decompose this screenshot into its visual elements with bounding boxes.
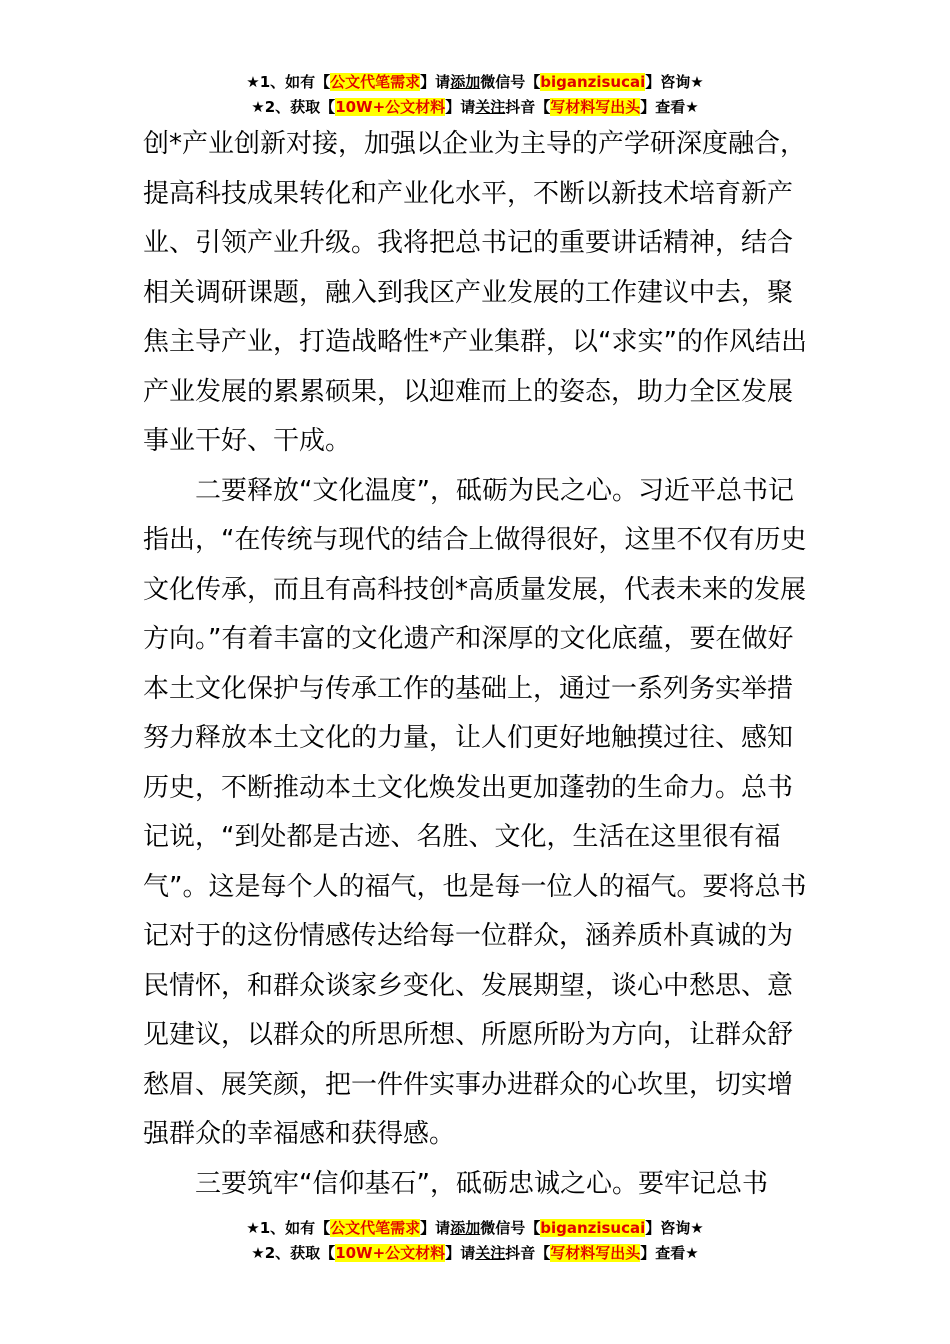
paragraph-continuation: 创*产业创新对接，加强以企业为主导的产学研深度融合，提高科技成果转化和产业化水平，不断以新技术培育新产业、引领产业升级。我将把总书记的重要讲话精神，结合相关调研课题，融入到我区产业发展的工作建议中去，聚焦主导产业，打造战略性*产业集群，以“求实”的作风结出产业发展的累累硕果，以迎难而上的姿态，助力全区发展事业干好、干成。 xyxy=(143,129,807,456)
banner-line-1: ★1、如有【公文代笔需求】请添加微信号【biganzisucai】咨询★ xyxy=(246,1219,704,1237)
highlight-text: 写材料写出头 xyxy=(550,1244,641,1262)
highlight-text: 10W+公文材料 xyxy=(335,98,446,116)
highlight-text: 10W+公文材料 xyxy=(335,1244,446,1262)
paragraph-culture: 二要释放“文化温度”，砥砺为民之心。习近平总书记指出，“在传统与现代的结合上做得很好，这里不仅有历史文化传承，而且有高科技创*高质量发展，代表未来的发展方向。”有着丰富的文化遗产和深厚的文化底蕴，要在做好本土文化保护与传承工作的基础上，通过一系列务实举措努力释放本土文化的力量，让人们更好地触摸过往、感知历史，不断推动本土文化焕发出更加蓬勃的生命力。总书记说，“到处都是古迹、名胜、文化，生活在这里很有福气”。这是每个人的福气，也是每一位人的福气。要将总书记对于的这份情感传达给每一位群众，涵养质朴真诚的为民情怀，和群众谈家乡变化、发展期望，谈心中愁思、意见建议，以群众的所思所想、所愿所盼为方向，让群众舒愁眉、展笑颜，把一件件实事办进群众的心坎里，切实增强群众的幸福感和获得感。 xyxy=(143,475,807,1149)
footer-banner xyxy=(0,1216,950,1266)
banner-line-2: ★2、获取【10W+公文材料】请关注抖音【写材料写出头】查看★ xyxy=(251,98,699,116)
banner-line-2: ★2、获取【10W+公文材料】请关注抖音【写材料写出头】查看★ xyxy=(251,1244,699,1262)
paragraph-faith: 三要筑牢“信仰基石”，砥砺忠诚之心。要牢记总书 xyxy=(195,1168,768,1199)
highlight-text: 写材料写出头 xyxy=(550,98,641,116)
highlight-text: 公文代笔需求 xyxy=(330,73,421,91)
document-body xyxy=(143,120,807,1209)
banner-line-1: ★1、如有【公文代笔需求】请添加微信号【biganzisucai】咨询★ xyxy=(246,73,704,91)
header-banner xyxy=(0,70,950,120)
highlight-text: biganzisucai xyxy=(540,73,646,91)
highlight-text: 公文代笔需求 xyxy=(330,1219,421,1237)
highlight-text: biganzisucai xyxy=(540,1219,646,1237)
